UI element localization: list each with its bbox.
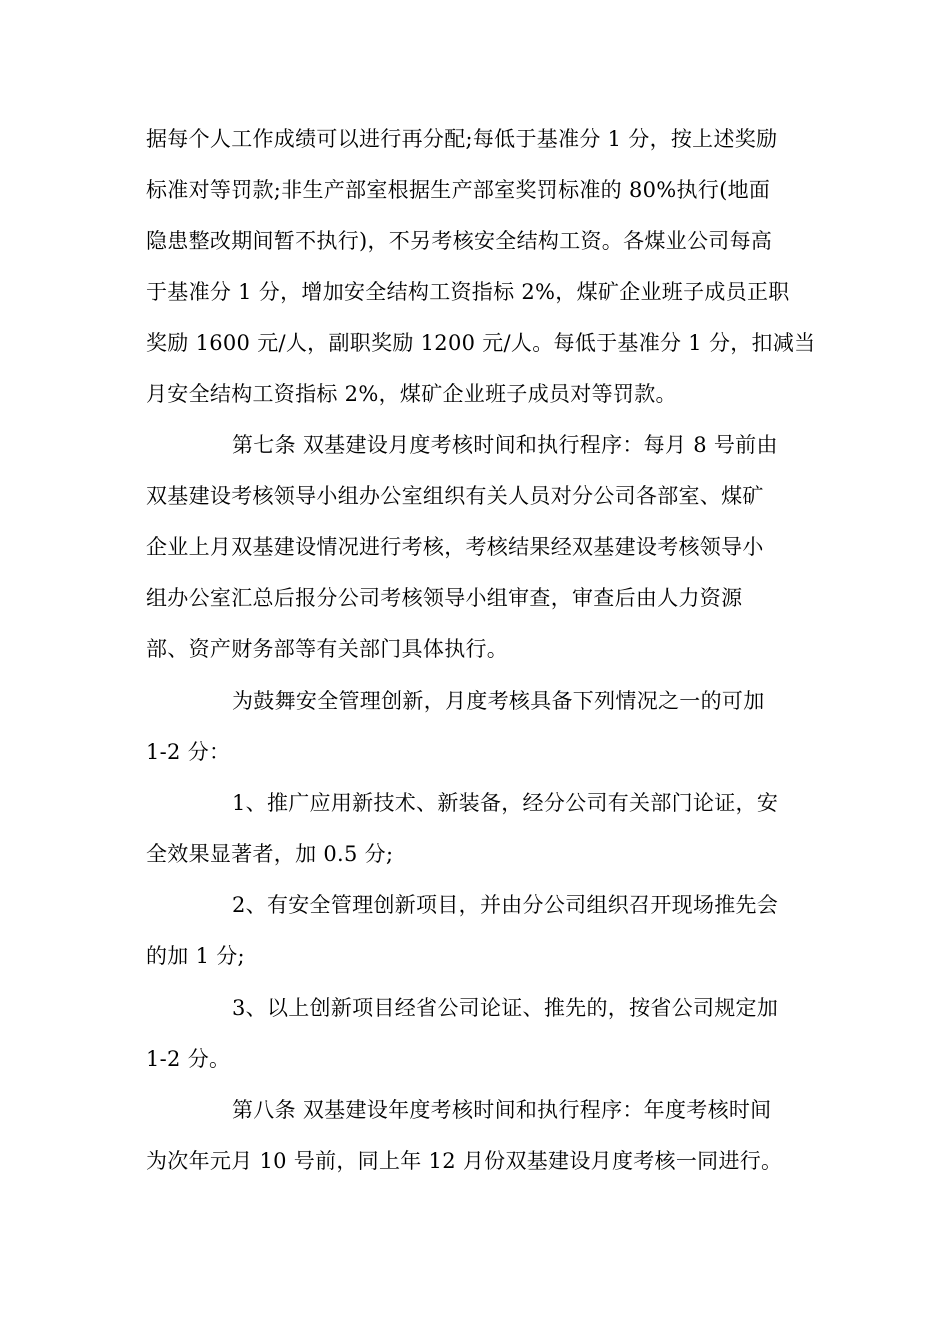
body-text-line: 奖励 1600 元/人，副职奖励 1200 元/人。每低于基准分 1 分，扣减当 <box>146 331 816 355</box>
body-text-line: 1-2 分： <box>146 740 231 764</box>
body-text-line: 月安全结构工资指标 2%，煤矿企业班子成员对等罚款。 <box>146 382 677 406</box>
body-text-line: 企业上月双基建设情况进行考核，考核结果经双基建设考核领导小 <box>146 535 764 559</box>
body-text-line: 双基建设考核领导小组办公室组织有关人员对分公司各部室、煤矿 <box>146 484 764 508</box>
body-text-line: 的加 1 分; <box>146 944 245 968</box>
body-text-line: 标准对等罚款;非生产部室根据生产部室奖罚标准的 80%执行(地面 <box>146 178 771 202</box>
body-text-line: 组办公室汇总后报分公司考核领导小组审查，审查后由人力资源 <box>146 586 743 610</box>
paragraph-line: 为鼓舞安全管理创新，月度考核具备下列情况之一的可加 <box>232 689 765 713</box>
body-text-line: 全效果显著者，加 0.5 分; <box>146 842 394 866</box>
article-7-heading-line: 第七条 双基建设月度考核时间和执行程序：每月 8 号前由 <box>232 433 778 457</box>
article-8-heading-line: 第八条 双基建设年度考核时间和执行程序：年度考核时间 <box>232 1098 772 1122</box>
body-text-line: 为次年元月 10 号前，同上年 12 月份双基建设月度考核一同进行。 <box>146 1149 783 1173</box>
body-text-line: 于基准分 1 分，增加安全结构工资指标 2%，煤矿企业班子成员正职 <box>146 280 790 304</box>
body-text-line: 隐患整改期间暂不执行)，不另考核安全结构工资。各煤业公司每高 <box>146 229 773 253</box>
list-item-1-line: 1、推广应用新技术、新装备，经分公司有关部门论证，安 <box>232 791 779 815</box>
body-text-line: 1-2 分。 <box>146 1047 231 1071</box>
body-text-line: 部、资产财务部等有关部门具体执行。 <box>146 637 509 661</box>
list-item-3-line: 3、以上创新项目经省公司论证、推先的，按省公司规定加 <box>232 996 779 1020</box>
body-text-line: 据每个人工作成绩可以进行再分配;每低于基准分 1 分，按上述奖励 <box>146 127 778 151</box>
list-item-2-line: 2、有安全管理创新项目，并由分公司组织召开现场推先会 <box>232 893 779 917</box>
